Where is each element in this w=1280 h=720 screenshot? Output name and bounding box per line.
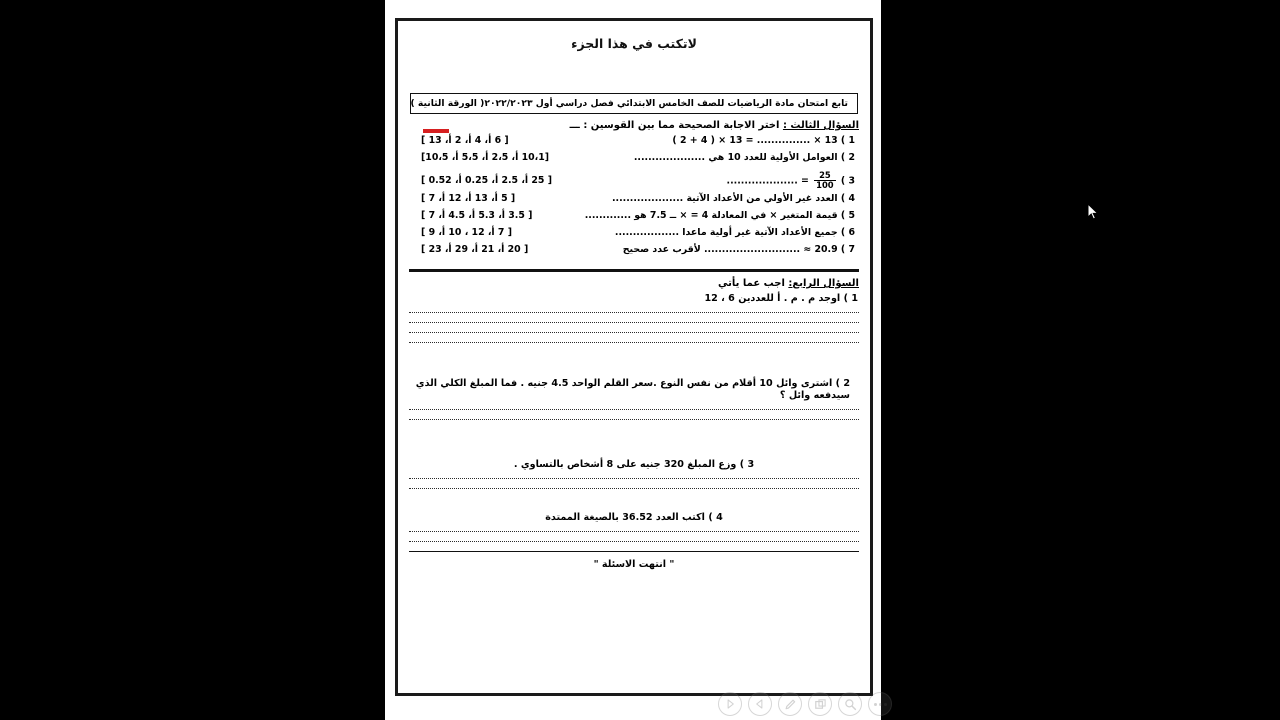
answer-lines[interactable] — [407, 531, 861, 542]
free-response-item — [410, 378, 858, 402]
answer-lines[interactable] — [407, 478, 861, 489]
magnifier-icon — [844, 698, 857, 711]
mcq-prompt — [615, 228, 859, 238]
answer-line[interactable] — [409, 342, 859, 343]
mcq-choices: [10،1 أ، 2،5 أ، 5،5 أ، 10،5] — [421, 152, 550, 163]
mcq-text: العدد غير الأولي من الأعداد الآتية .................... — [611, 193, 838, 204]
free-response-item — [410, 293, 858, 305]
section-four-heading — [409, 278, 859, 289]
fr-number: 3 ) — [739, 458, 755, 470]
mcq-row — [409, 135, 859, 152]
answer-line[interactable] — [409, 322, 859, 323]
mcq-choices: [ 7 أ، 12 ، 10 أ، 9 ] — [421, 227, 512, 238]
mcq-text: 20.9 ≈ ........................... لأقرب عدد صحيح — [622, 244, 838, 255]
section-three-instruction: اختر الاجابة الصحيحة مما بين القوسين : ـــ — [569, 120, 780, 131]
annotate-button[interactable] — [778, 692, 802, 716]
viewer-toolbar[interactable] — [718, 692, 892, 716]
mcq-prompt — [727, 172, 859, 190]
mcq-prompt — [623, 245, 859, 255]
closing-note: " انتهت الاسئلة " — [593, 558, 675, 570]
answer-line[interactable] — [409, 478, 859, 479]
section-three-label: السؤال الثالث : — [782, 120, 859, 131]
next-page-button[interactable] — [718, 692, 742, 716]
mcq-number: 7 ) — [840, 244, 855, 255]
answer-line[interactable] — [409, 541, 859, 542]
spacer — [407, 429, 861, 455]
free-response-item — [410, 459, 858, 471]
fr-number: 1 ) — [843, 293, 858, 304]
fr-text: اشترى وائل 10 أقلام من نفس النوع .سعر القلم الواحد 4.5 جنيه . فما المبلغ الكلي الذي سيدفعه وائل ؟ — [415, 377, 850, 401]
mcq-row — [409, 193, 859, 210]
section-divider-rule — [409, 269, 859, 272]
fr-number: 2 ) — [835, 377, 850, 389]
mcq-number: 1 ) — [840, 135, 855, 146]
crop-button[interactable] — [808, 692, 832, 716]
mcq-row — [409, 152, 859, 169]
mcq-number: 3 ) — [840, 175, 855, 187]
chevron-right-icon — [724, 698, 736, 710]
more-options-button[interactable] — [868, 692, 892, 716]
answer-lines[interactable] — [407, 409, 861, 420]
more-horizontal-icon — [874, 703, 887, 706]
exam-subtitle-box — [410, 93, 858, 114]
multiple-choice-list — [409, 135, 859, 261]
answer-line[interactable] — [409, 332, 859, 333]
mcq-text: = .................... — [726, 175, 809, 187]
scanned-exam-page — [385, 0, 881, 720]
mcq-choices: [ 5 أ، 13 أ، 12 أ، 7 ] — [421, 193, 516, 204]
mcq-choices: [ 3.5 أ، 5.3 أ، 4.5 أ، 7 ] — [421, 210, 533, 221]
answer-line[interactable] — [409, 531, 859, 532]
mcq-number: 6 ) — [840, 227, 855, 238]
mcq-text: قيمة المتغير × في المعادلة 4 = × ــ 7.5 هو ............. — [584, 210, 838, 221]
mcq-choices: [ 20 أ، 21 أ، 29 أ، 23 ] — [421, 244, 529, 255]
mcq-choices — [409, 136, 509, 146]
spacer — [407, 498, 861, 508]
mcq-choices-text: [ 6 أ، 4 أ، 2 أ، 13 ] — [421, 135, 509, 146]
mcq-row — [409, 227, 859, 244]
mcq-text: العوامل الأولية للعدد 10 هي .................... — [633, 152, 838, 163]
fraction-denominator: 100 — [816, 179, 834, 190]
exam-sheet-number: ( الورقة الثانية ) — [410, 98, 485, 109]
page-outer-border — [395, 18, 873, 696]
mcq-prompt — [634, 153, 859, 163]
crop-icon — [814, 698, 827, 711]
fr-text: اكتب العدد 36.52 بالصيغة الممتدة — [545, 511, 705, 523]
mcq-prompt — [612, 194, 859, 204]
mcq-row — [409, 210, 859, 227]
page-banner: لاتكتب في هذا الجزء — [571, 36, 697, 51]
page-content — [398, 21, 870, 693]
pencil-icon — [784, 698, 797, 711]
previous-page-button[interactable] — [748, 692, 772, 716]
chevron-left-icon — [754, 698, 766, 710]
mcq-prompt — [672, 136, 859, 146]
fr-text: وزع المبلغ 320 جنيه على 8 أشخاص بالتساوي . — [513, 458, 737, 470]
answer-line[interactable] — [409, 312, 859, 313]
answer-line[interactable] — [409, 409, 859, 410]
mcq-row — [409, 169, 859, 193]
mouse-cursor — [1088, 204, 1100, 222]
answer-line[interactable] — [409, 488, 859, 489]
mcq-number: 5 ) — [840, 210, 855, 221]
section-four-label: السؤال الرابع: — [788, 278, 859, 289]
mcq-number: 4 ) — [840, 193, 855, 204]
answer-lines[interactable] — [407, 312, 861, 343]
free-response-item — [410, 512, 858, 524]
mcq-choices: [ 25 أ، 2.5 أ، 0.25 أ، 0.52 ] — [421, 175, 552, 187]
mcq-number: 2 ) — [840, 152, 855, 163]
fraction-numerator: 25 — [819, 170, 831, 181]
fr-text: اوجد م . م . أ للعددين 6 ، 12 — [704, 293, 841, 304]
mcq-prompt — [585, 211, 859, 221]
red-highlight-marker — [423, 129, 449, 133]
section-four-instruction: اجب عما يأتي — [718, 278, 785, 289]
spacer — [407, 352, 861, 374]
fraction-25-over-100 — [814, 171, 835, 189]
mcq-row — [409, 244, 859, 261]
answer-line[interactable] — [409, 419, 859, 420]
fr-number: 4 ) — [708, 511, 723, 523]
exam-subtitle-text: تابع امتحان مادة الرياضيات للصف الخامس الابتدائي فصل دراسي أول ٢٠٢٢/٢٠٢٣ — [484, 98, 848, 109]
zoom-button[interactable] — [838, 692, 862, 716]
section-three-heading — [409, 120, 859, 131]
closing-divider-rule — [409, 551, 859, 552]
mcq-text: جميع الأعداد الآتية غير أولية ماعدا .................. — [614, 227, 838, 238]
mcq-text: 13 × ............... = 13 × ( 4 + 2 ) — [672, 135, 838, 146]
